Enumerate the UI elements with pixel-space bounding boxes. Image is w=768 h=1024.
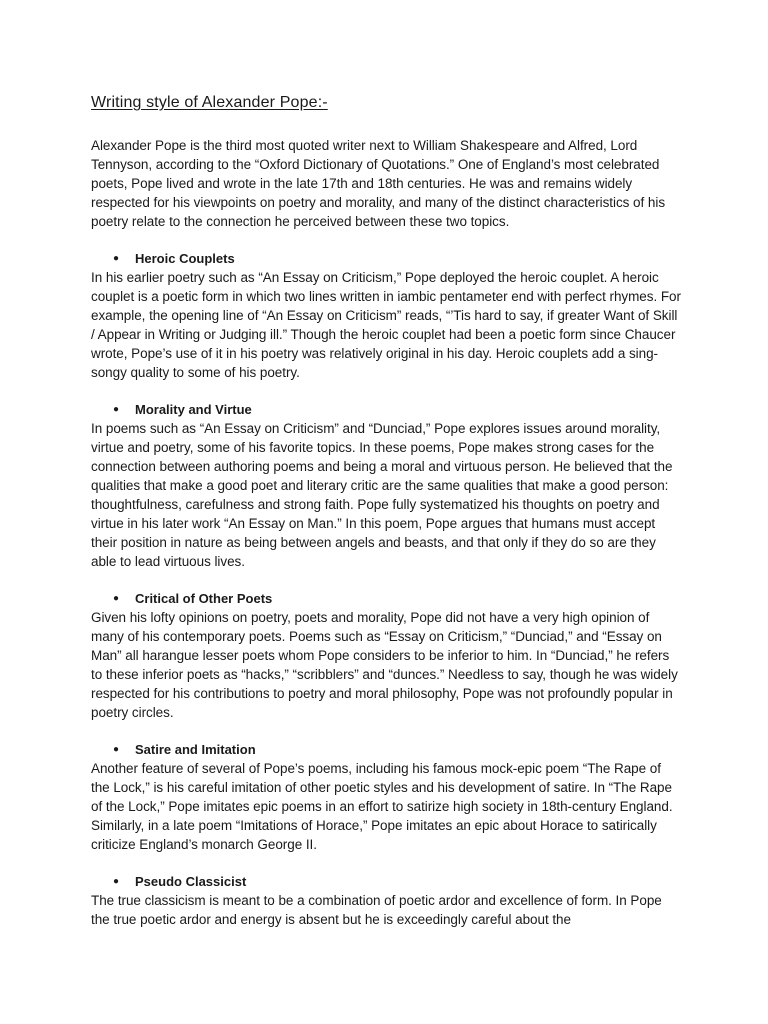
section-heading (91, 249, 681, 268)
section-body: The true classicism is meant to be a combination of poetic ardor and excellence of form. In Pope the true poetic ardor and energy is absent but he is exceedingly careful about the (91, 893, 662, 927)
section-body: In poems such as “An Essay on Criticism” and “Dunciad,” Pope explores issues around morality, virtue and poetry, some of his favorite topics. In these poems, Pope makes strong cases for the connection between authoring poems and being a moral and virtuous person. He believed that the qualities that make a good poet and literary critic are the same qualities that make a good person: thoughtfulness, carefulness and strong faith. Pope fully systematized his thoughts on poetry and virtue in his later work “An Essay on Man.” In this poem, Pope argues that humans must accept their position in nature as being between angels and beasts, and that only if they do so are they able to lead virtuous lives. (91, 421, 673, 569)
bullet-icon: ● (113, 876, 120, 887)
section-pseudo-classicist (91, 872, 681, 929)
section-critical-of-other-poets (91, 589, 681, 722)
document-title: Writing style of Alexander Pope:- (91, 94, 328, 111)
bullet-icon: ● (113, 744, 120, 755)
section-heading-text: Pseudo Classicist (135, 874, 247, 889)
section-morality-and-virtue (91, 400, 681, 571)
section-heading-text: Critical of Other Poets (135, 591, 273, 606)
section-heading (91, 872, 681, 891)
section-body: In his earlier poetry such as “An Essay on Criticism,” Pope deployed the heroic couplet. A heroic couplet is a poetic form in which two lines written in iambic pentameter end with perfect rhymes. For example, the opening line of “An Essay on Criticism” reads, “’Tis hard to say, if greater Want of Skill / Appear in Writing or Judging ill.” Though the heroic couplet had been a poetic form since Chaucer wrote, Pope’s use of it in his poetry was relatively original in his day. Heroic couplets add a sing-songy quality to some of his poetry. (91, 270, 681, 380)
section-heading-text: Morality and Virtue (135, 402, 252, 417)
bullet-icon: ● (113, 253, 120, 264)
section-heading (91, 740, 681, 759)
intro-paragraph: Alexander Pope is the third most quoted writer next to William Shakespeare and Alfred, Lord Tennyson, according to the “Oxford Dictionary of Quotations.” One of England’s most celebrated poets, Pope lived and wrote in the late 17th and 18th centuries. He was and remains widely respected for his viewpoints on poetry and morality, and many of the distinct characteristics of his poetry relate to the connection he perceived between these two topics. (91, 138, 666, 229)
section-body: Given his lofty opinions on poetry, poets and morality, Pope did not have a very high opinion of many of his contemporary poets. Poems such as “Essay on Criticism,” “Dunciad,” and “Essay on Man” all harangue lesser poets whom Pope considers to be inferior to him. In “Dunciad,” he refers to these inferior poets as “hacks,” “scribblers” and “dunces.” Needless to say, though he was widely respected for his contributions to poetry and moral philosophy, Pope was not profoundly popular in poetry circles. (91, 610, 678, 720)
section-heading-text: Heroic Couplets (135, 251, 235, 266)
bullet-icon: ● (113, 593, 120, 604)
section-body: Another feature of several of Pope’s poems, including his famous mock-epic poem “The Rape of the Lock,” is his careful imitation of other poetic styles and his development of satire. In “The Rape of the Lock,” Pope imitates epic poems in an effort to satirize high society in 18th-century England. Similarly, in a late poem “Imitations of Horace,” Pope imitates an epic about Horace to satirically criticize England’s monarch George II. (91, 761, 673, 852)
section-heading (91, 400, 681, 419)
bullet-icon: ● (113, 404, 120, 415)
section-satire-and-imitation (91, 740, 681, 854)
section-heading-text: Satire and Imitation (135, 742, 256, 757)
section-heading (91, 589, 681, 608)
document-content (91, 92, 681, 947)
section-heroic-couplets (91, 249, 681, 382)
